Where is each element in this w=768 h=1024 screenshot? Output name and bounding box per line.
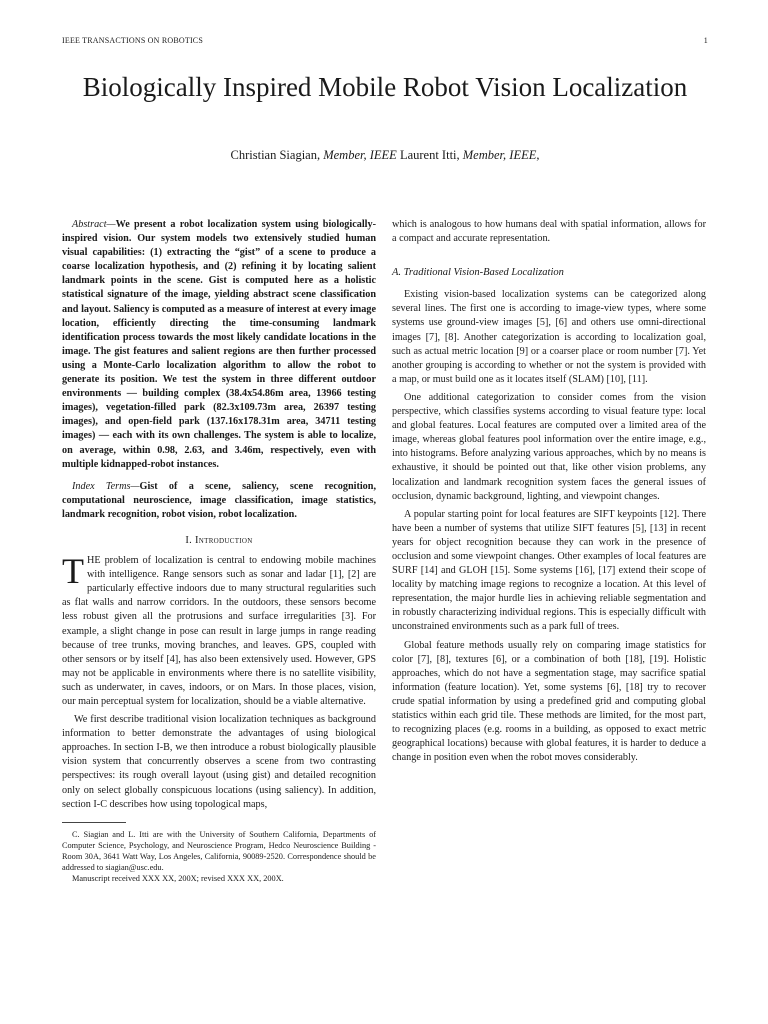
drop-cap: T	[62, 551, 84, 592]
abstract-lead: Abstract—	[72, 219, 116, 230]
footnote-affiliation: C. Siagian and L. Itti are with the University of Southern California, Departments of Computer Science, Psychology, and Neuroscience Program, Hedco Neuroscience Building - Room 30A, 3641 Watt Way, Los Angeles, California, 90089-2520. Correspondence should be addressed to siagian@usc.edu.	[62, 829, 376, 872]
paper-title: Biologically Inspired Mobile Robot Vision Localization	[82, 72, 688, 102]
abstract-paragraph	[62, 218, 376, 472]
body-paragraph-3: A popular starting point for local features are SIFT keypoints [12]. There have been a number of systems that utilize SIFT features [5], [13] in recent years for object recognition because they can work in the presence of occlusion and some viewpoint changes. Other examples of local features are SURF [14] and GLOH [15]. Some systems [16], [17] extend their scope of locality by matching image regions to recognize a location. At this level of representation, the major hurdle lies in achieving reliable segmentation and in robustly characterizing individual regions. This is especially difficult with unconstrained environments such as a park full of trees.	[392, 508, 706, 633]
author-name-1: Christian Siagian,	[230, 148, 321, 162]
abstract-text: We present a robot localization system using biologically-inspired vision. Our system models two extensively studied human visual capabilities: (1) extracting the “gist” of a scene to produce a coarse localization hypothesis, and (2) refining it by locating salient landmark points in the scene. Gist is computed here as a holistic statistical signature of the image, yielding abstract scene classification and layout. Saliency is computed as a measure of interest at every image location, efficiently directing the time-consuming landmark identification process towards the most likely candidate locations in the image. The gist features and salient regions are then further processed using a Monte-Carlo localization algorithm to allow the robot to generate its position. We test the system in three different outdoor environments — building complex (38.4x54.86m area, 13966 testing images), vegetation-filled park (82.3x109.73m area, 26397 testing images), and open-field park (137.16x178.31m area, 34711 testing images) — each with its own challenges. The system is able to localize, on average, within 0.98, 2.63, and 3.46m, respectively, even with multiple kidnapped-robot instances.	[62, 219, 376, 470]
intro-paragraph-2: We first describe traditional vision localization techniques as background information to better demonstrate the advantages of using biological approaches. In section I-B, we then introduce a robust biologically plausible vision system that concurrently observes a scene from two contrasting perspectives: its rough overall layout (using gist) and detailed recognition only on select globally conspicuous locations (using saliency). In addition, section I-C describes how using topological maps,	[62, 714, 376, 810]
index-terms-paragraph	[62, 480, 376, 522]
index-terms	[62, 480, 376, 522]
author-name-2: Laurent Itti,	[399, 148, 460, 162]
author-role-2: Member, IEEE,	[462, 148, 540, 162]
page-number: 1	[703, 36, 708, 45]
left-column	[62, 218, 376, 884]
body-paragraph-1: Existing vision-based localization systems can be categorized along several lines. The first one is according to image-view types, where some systems use ground-view images [5], [6] and others use omni-directional images [7], [8]. Another categorization is according to localization goal, such as actual metric location [9] or a coarser place or room number [7]. Yet another grouping is according to whether or not the system is provided with a map, or must build one as it locates itself (SLAM) [10], [11].	[392, 289, 706, 385]
abstract	[62, 218, 376, 472]
body-paragraph-2: One additional categorization to consider comes from the vision perspective, which classifies systems according to visual feature type: local and global features. Local features are computed over a limited area of the image, whereas global features pool information over the entire image, e.g., into histograms. Before analyzing various approaches, which by no means is exhaustive, it should be pointed out that, like other vision problems, any localization and landmark recognition system faces the general issues of occlusion, dynamic background, lighting, and viewpoint changes.	[392, 391, 706, 502]
subsection-heading-traditional: A. Traditional Vision-Based Localization	[392, 267, 564, 279]
index-terms-lead: Index Terms—	[72, 480, 140, 492]
right-column	[392, 218, 706, 765]
continued-paragraph: which is analogous to how humans deal with spatial information, allows for a compact and accurate representation.	[392, 219, 706, 245]
running-head	[62, 36, 708, 45]
footnote-rule	[62, 822, 126, 823]
journal-name: IEEE TRANSACTIONS ON ROBOTICS	[62, 36, 203, 45]
body-paragraph-4: Global feature methods usually rely on comparing image statistics for color [7], [8], textures [6], or a combination of both [18], [19]. Holistic approaches, which do not have a segmentation stage, may sacrifice spatial information (feature location). Yet, some systems [6], [18] try to recover crude spatial information by using a predefined grid and computing global statistics within each grid tile. These methods are limited, for the most part, to recognizing places (e.g. rooms in a building, as opposed to exact metric geographical locations) because with global features, it is harder to deduce a change in position even when the robot moves considerably.	[392, 639, 706, 764]
intro-paragraph-1	[62, 551, 376, 709]
index-terms-text: Gist of a scene, saliency, scene recognition, computational neuroscience, image classification, image statistics, landmark recognition, robot vision, robot localization.	[62, 480, 376, 520]
author-line	[62, 148, 708, 163]
author-role-1: Member, IEEE	[323, 148, 397, 162]
section-heading-introduction: I. Introduction	[185, 534, 253, 546]
footnote-manuscript: Manuscript received XXX XX, 200X; revised XXX XX, 200X.	[72, 873, 284, 883]
intro-paragraph-1-text: HE problem of localization is central to endowing mobile machines with intelligence. Range sensors such as sonar and ladar [1], [2] are particularly effective indoors due to many structural regularities such as flat walls and narrow corridors. In the outdoors, these sensors become less robust given all the protrusions and surface irregularities [3]. For example, a slight change in pose can result in large jumps in range reading because of tree trunks, moving branches, and leaves. GPS, coupled with other sensors or by itself [4], has also been extensively used. However, GPS may not be applicable in environments where there is no satellite visibility, such as underwater, in caves, indoors, or on Mars. In those places, vision, our main perceptual system for localization, should be a viable alternative.	[62, 555, 376, 707]
